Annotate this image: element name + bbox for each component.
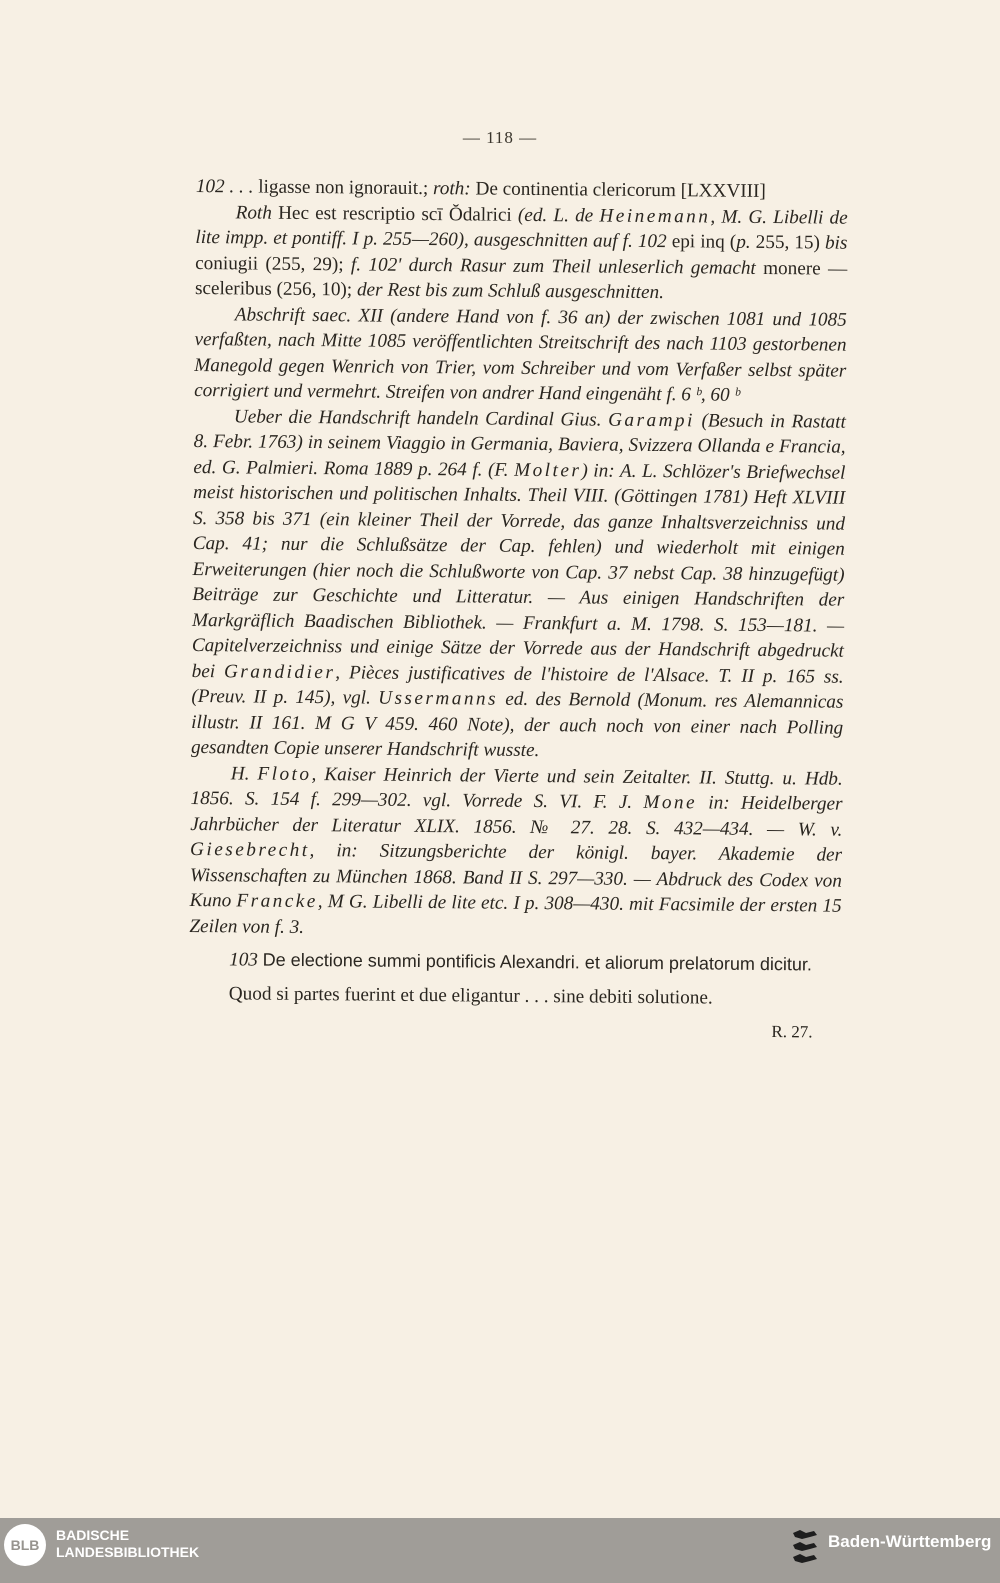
text-run: 103 bbox=[229, 949, 263, 971]
entry-103-heading bbox=[189, 947, 841, 978]
text-column bbox=[188, 174, 848, 1045]
text-run: 102 . . . bbox=[195, 175, 259, 198]
text-run: ed. des Bernold (Monum. res Alemannicas illustr. II 161. M G V 459. 460 Note), der auch noch von einer nach Polling gesandten Copie unserer Handschrift wusste. bbox=[190, 688, 844, 762]
text-run: Quod si partes fuerint et due eligantur . . . sine debiti solutione. bbox=[228, 982, 713, 1009]
text-run: Francke bbox=[236, 890, 318, 913]
entry-103-incipit bbox=[189, 980, 841, 1011]
text-run: Molter bbox=[514, 459, 582, 481]
text-run: in: Heidelberger Jahrbücher der Literatur XLIX. 1856. № 27. 28. S. 432—434. — W. v. bbox=[190, 792, 843, 841]
entry-roth-note bbox=[195, 199, 848, 307]
reference-mark bbox=[188, 1014, 840, 1045]
text-run: monere — sceleribus (256, 10); bbox=[194, 257, 848, 301]
text-run: H. bbox=[230, 762, 258, 785]
entry-literature bbox=[191, 403, 846, 766]
text-run: Heinemann bbox=[599, 205, 711, 227]
text-run: epi inq ( bbox=[671, 231, 737, 253]
text-run: , in: Sitzungsberichte der königl. bayer. Akademie der Wissenschaften zu München 1868. Band II S. 297—330. — Abdruck des Codex von Kuno bbox=[189, 840, 843, 912]
text-run: Ussermanns bbox=[378, 687, 499, 710]
text-run: Giesebrecht bbox=[190, 838, 310, 862]
text-run: (Besuch in Rastatt 8. Febr. 1763) in seinem Viaggio in Germania, Baviera, Svizzera Ollanda e Francia, ed. G. Palmieri. Roma 1889 p. 264 f. (F. bbox=[193, 409, 846, 481]
state-name: Baden-Württemberg bbox=[828, 1532, 992, 1551]
text-run: ) in: A. L. Schlözer's Briefwechsel meist historischen und politischen Inhalts. Theil VIII. (Göttingen 1781) Heft XLVIII S. 358 bis 371 (ein kleiner Theil der Vorrede, das ganze Inhaltsverzeichniss und Cap. 41; nur die Schlußsätze der Cap. fehlen) und wiederholt mit einigen Erweiterungen (hier noch die Schlußworte von Cap. 37 nebst Cap. 38 hinzugefügt) Beiträge zur Geschichte und Litteratur. — Aus einigen Handschriften der Markgräflich Baadischen Bibliothek. — Frankfurt a. M. 1798. S. 153—181. — Capitelverzeichniss und einige Sätze der Vorrede aus der Handschrift abgedruckt bei bbox=[191, 459, 846, 682]
baden-wuerttemberg-lions-icon bbox=[790, 1528, 820, 1568]
text-run: p. bbox=[736, 231, 756, 253]
text-run: , Pièces justificatives de l'histoire de l'Alsace. T. II p. 165 ss. (Preuv. II p. 145), vgl. bbox=[191, 661, 844, 709]
text-run: Floto bbox=[257, 763, 312, 785]
text-run: Hec est rescriptio scī Ŏdalrici bbox=[278, 202, 519, 226]
text-run: Mone bbox=[643, 791, 698, 814]
text-run: ligasse non ignorauit.; bbox=[258, 176, 434, 200]
library-name bbox=[56, 1527, 199, 1561]
blb-logo: BLB bbox=[4, 1524, 46, 1566]
footer-bar bbox=[0, 1518, 1000, 1583]
text-run: der Rest bis zum Schluß ausgeschnitten. bbox=[356, 279, 665, 304]
text-run: Ueber die Handschrift handeln Cardinal Gius. bbox=[233, 405, 609, 431]
library-name-line1: BADISCHE bbox=[56, 1527, 130, 1543]
text-run: , M G. Libelli de lite etc. I p. 308—430. mit Facsimile der ersten 15 Zeilen von f. 3. bbox=[189, 891, 842, 938]
text-run: De electione summi pontificis Alexandri. et aliorum prelatorum dicitur. bbox=[262, 949, 813, 975]
text-run: Roth bbox=[235, 201, 279, 224]
entry-abschrift bbox=[194, 301, 847, 409]
entry-floto bbox=[189, 760, 843, 944]
text-run: 255, 15) bbox=[755, 231, 826, 254]
text-run: bis bbox=[824, 232, 848, 254]
text-run: Abschrift saec. XII (andere Hand von f. 36 an) der zwischen 1081 und 1085 verfaßten, nach Mitte 1085 veröffentlichten Streitschrift des nach 1103 gestorbenen Manegold gegen Wenrich von Trier, vom Schreiber und vom Verfaßer selbst später corrigiert und vermehrt. Streifen von andrer Hand eingenäht f. 6 ᵇ, 60 ᵇ bbox=[194, 303, 847, 406]
text-run: coniugii (255, 29); bbox=[195, 252, 352, 275]
text-run: R. 27. bbox=[771, 1022, 813, 1042]
text-run: f. 102' durch Rasur zum Theil unleserlich gemacht bbox=[350, 253, 764, 279]
library-name-line2: LANDESBIBLIOTHEK bbox=[56, 1544, 200, 1560]
text-run: roth: bbox=[432, 178, 476, 200]
text-run: (ed. L. de bbox=[517, 204, 600, 227]
text-run: , Kaiser Heinrich der Vierte und sein Zeitalter. II. Stuttg. u. Hdb. 1856. S. 154 f. 299—302. vgl. Vorrede S. VI. F. J. bbox=[190, 763, 843, 813]
page-number: — 118 — bbox=[462, 128, 538, 147]
text-run: Garampi bbox=[608, 409, 696, 431]
text-run: , M. G. Libelli de lite impp. et pontiff. I p. 255—260), ausgeschnitten auf f. 102 bbox=[195, 205, 848, 253]
text-run: De continentia clericorum [LXXVIII] bbox=[475, 178, 766, 202]
text-run: Grandidier bbox=[223, 660, 336, 683]
